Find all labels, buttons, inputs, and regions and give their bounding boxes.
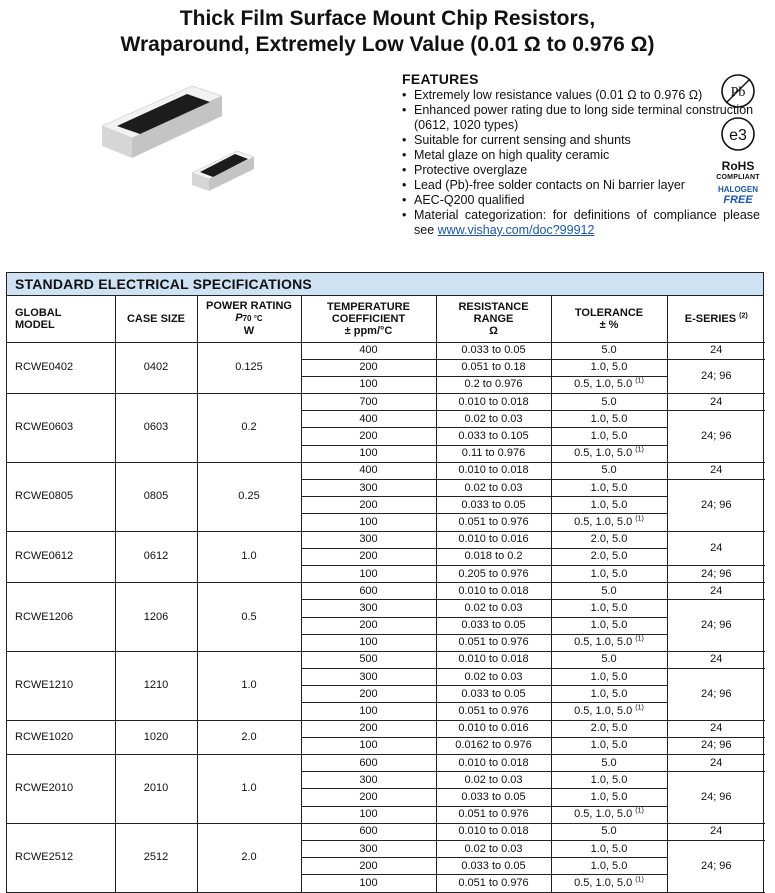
- resistance-range-cell: 0.051 to 0.976: [436, 514, 551, 531]
- e-series-cell: 24: [667, 823, 765, 840]
- resistance-range-cell: 0.02 to 0.03: [436, 600, 551, 617]
- e-series-cell: 24: [667, 755, 765, 772]
- tolerance-cell: [551, 789, 667, 806]
- tolerance-value: 1.0, 5.0: [590, 859, 628, 872]
- table-row: [7, 583, 765, 600]
- spec-table-section: [6, 272, 764, 893]
- footnote-ref: (1): [635, 704, 644, 712]
- halogen-free-label: FREE: [723, 194, 753, 206]
- tcr-cell: 200: [301, 359, 436, 376]
- tcr-cell: 300: [301, 772, 436, 789]
- tolerance-value: 2.0, 5.0: [590, 722, 628, 735]
- pb-icon-text: Pb: [730, 85, 746, 100]
- tolerance-cell: [551, 669, 667, 686]
- e-series-cell: 24: [667, 720, 765, 737]
- table-row: [7, 394, 765, 411]
- resistance-range-cell: 0.010 to 0.018: [436, 583, 551, 600]
- table-row: [7, 342, 765, 359]
- e-series-cell: 24; 96: [667, 737, 765, 754]
- table-row: [7, 651, 765, 668]
- model-cell: RCWE0402: [7, 342, 115, 394]
- page-title: [0, 6, 775, 58]
- resistance-range-cell: 0.033 to 0.05: [436, 342, 551, 359]
- feature-item: [402, 208, 760, 238]
- tcr-cell: 100: [301, 806, 436, 823]
- tcr-cell: 100: [301, 703, 436, 720]
- tcr-cell: 600: [301, 583, 436, 600]
- feature-item: • Lead (Pb)-free solder contacts on Ni barrier layer: [402, 178, 760, 193]
- e-series-cell: 24; 96: [667, 772, 765, 824]
- footnote-ref: (1): [635, 807, 644, 815]
- tcr-cell: 100: [301, 445, 436, 462]
- power-rating-cell: 0.5: [197, 583, 301, 652]
- power-rating-cell: 1.0: [197, 531, 301, 583]
- tcr-cell: 100: [301, 514, 436, 531]
- spec-table-body: [7, 342, 765, 892]
- tolerance-value: 1.0, 5.0: [590, 842, 628, 855]
- model-cell: RCWE0603: [7, 394, 115, 463]
- tcr-cell: 600: [301, 755, 436, 772]
- resistance-range-cell: 0.02 to 0.03: [436, 480, 551, 497]
- tolerance-value: 5.0: [601, 653, 617, 666]
- feature-item: • Suitable for current sensing and shunts: [402, 133, 760, 148]
- tcr-cell: 200: [301, 497, 436, 514]
- tolerance-cell: [551, 480, 667, 497]
- resistance-range-cell: 0.0162 to 0.976: [436, 737, 551, 754]
- resistance-range-cell: 0.010 to 0.016: [436, 531, 551, 548]
- col-header-model: GLOBAL MODEL: [7, 296, 115, 342]
- tcr-cell: 100: [301, 634, 436, 651]
- header-row: [7, 296, 765, 342]
- rohs-label: RoHS: [721, 159, 755, 173]
- feature-item: • Extremely low resistance values (0.01 Ω to 0.976 Ω): [402, 88, 760, 103]
- tolerance-value: 1.0, 5.0: [590, 567, 628, 580]
- tolerance-value: 1.0, 5.0: [590, 619, 628, 632]
- col-header-case: CASE SIZE: [115, 296, 197, 342]
- tolerance-cell: [551, 755, 667, 772]
- e3-icon-text: e3: [729, 127, 747, 144]
- tolerance-cell: [551, 514, 667, 531]
- case-size-cell: 0603: [115, 394, 197, 463]
- model-cell: RCWE0612: [7, 531, 115, 583]
- tolerance-value: 0.5, 1.0, 5.0: [574, 378, 633, 391]
- resistance-range-cell: 0.051 to 0.18: [436, 359, 551, 376]
- tolerance-cell: [551, 823, 667, 840]
- tolerance-cell: [551, 565, 667, 582]
- tolerance-value: 1.0, 5.0: [590, 687, 628, 700]
- resistance-range-cell: 0.010 to 0.018: [436, 462, 551, 479]
- e-series-cell: 24: [667, 651, 765, 668]
- tcr-cell: 200: [301, 720, 436, 737]
- tolerance-cell: [551, 617, 667, 634]
- feature-item: • Protective overglaze: [402, 163, 760, 178]
- model-cell: RCWE1020: [7, 720, 115, 754]
- tolerance-cell: [551, 583, 667, 600]
- e-series-cell: 24; 96: [667, 669, 765, 721]
- case-size-cell: 0805: [115, 462, 197, 531]
- case-size-cell: 2512: [115, 823, 197, 892]
- tolerance-value: 0.5, 1.0, 5.0: [574, 876, 633, 889]
- tcr-cell: 200: [301, 548, 436, 565]
- col-header-tolerance: TOLERANCE ± %: [551, 296, 667, 342]
- e3-icon: [719, 115, 757, 153]
- model-cell: RCWE1206: [7, 583, 115, 652]
- tcr-cell: 100: [301, 875, 436, 892]
- footnote-ref: (1): [635, 876, 644, 884]
- tolerance-cell: [551, 497, 667, 514]
- model-cell: RCWE2512: [7, 823, 115, 892]
- resistance-range-cell: 0.02 to 0.03: [436, 411, 551, 428]
- e-series-cell: 24; 96: [667, 411, 765, 463]
- tcr-cell: 200: [301, 686, 436, 703]
- tolerance-value: 1.0, 5.0: [590, 773, 628, 786]
- resistance-range-cell: 0.02 to 0.03: [436, 772, 551, 789]
- case-size-cell: 0402: [115, 342, 197, 394]
- case-size-cell: 0612: [115, 531, 197, 583]
- col-header-range: RESISTANCE RANGE Ω: [436, 296, 551, 342]
- tolerance-value: 0.5, 1.0, 5.0: [574, 636, 633, 649]
- power-rating-cell: 0.25: [197, 462, 301, 531]
- resistance-range-cell: 0.2 to 0.976: [436, 376, 551, 393]
- tolerance-value: 2.0, 5.0: [590, 533, 628, 546]
- features-list: [402, 88, 760, 238]
- tolerance-cell: [551, 531, 667, 548]
- tcr-cell: 100: [301, 565, 436, 582]
- resistance-range-cell: 0.010 to 0.016: [436, 720, 551, 737]
- power-rating-cell: 1.0: [197, 651, 301, 720]
- tolerance-cell: [551, 737, 667, 754]
- tcr-cell: 400: [301, 342, 436, 359]
- tolerance-cell: [551, 651, 667, 668]
- model-cell: RCWE2010: [7, 755, 115, 824]
- e-series-cell: 24: [667, 462, 765, 479]
- chip-resistor-image: [92, 76, 292, 196]
- case-size-cell: 1206: [115, 583, 197, 652]
- spec-table: [7, 296, 765, 893]
- resistance-range-cell: 0.051 to 0.976: [436, 806, 551, 823]
- table-row: [7, 462, 765, 479]
- tolerance-value: 1.0, 5.0: [590, 790, 628, 803]
- tcr-cell: 100: [301, 737, 436, 754]
- resistance-range-cell: 0.010 to 0.018: [436, 651, 551, 668]
- case-size-cell: 1020: [115, 720, 197, 754]
- e-series-cell: 24: [667, 342, 765, 359]
- col-header-tcr: TEMPERATURE COEFFICIENT ± ppm/°C: [301, 296, 436, 342]
- e-series-cell: 24; 96: [667, 840, 765, 892]
- tcr-cell: 500: [301, 651, 436, 668]
- tolerance-value: 1.0, 5.0: [590, 361, 628, 374]
- halogen-label: HALOGEN: [718, 185, 758, 194]
- compliance-badges: [708, 72, 768, 206]
- tolerance-cell: [551, 445, 667, 462]
- tcr-cell: 200: [301, 789, 436, 806]
- feature-item: • AEC-Q200 qualified: [402, 193, 760, 208]
- tolerance-cell: [551, 806, 667, 823]
- tolerance-cell: [551, 359, 667, 376]
- tolerance-cell: [551, 394, 667, 411]
- tolerance-cell: [551, 342, 667, 359]
- model-cell: RCWE0805: [7, 462, 115, 531]
- power-rating-cell: 1.0: [197, 755, 301, 824]
- features-section: [402, 72, 760, 238]
- resistance-range-cell: 0.205 to 0.976: [436, 565, 551, 582]
- tcr-cell: 600: [301, 823, 436, 840]
- tolerance-value: 1.0, 5.0: [590, 498, 628, 511]
- footnote-ref: (1): [635, 377, 644, 385]
- tcr-cell: 700: [301, 394, 436, 411]
- tcr-cell: 200: [301, 858, 436, 875]
- resistance-range-cell: 0.033 to 0.05: [436, 686, 551, 703]
- resistance-range-cell: 0.010 to 0.018: [436, 394, 551, 411]
- e-series-cell: 24; 96: [667, 480, 765, 532]
- tolerance-cell: [551, 858, 667, 875]
- resistance-range-cell: 0.033 to 0.05: [436, 858, 551, 875]
- title-line-2: Wraparound, Extremely Low Value (0.01 Ω to 0.976 Ω): [120, 33, 655, 56]
- power-rating-cell: 0.125: [197, 342, 301, 394]
- table-row: [7, 720, 765, 737]
- resistance-range-cell: 0.11 to 0.976: [436, 445, 551, 462]
- tcr-cell: 100: [301, 376, 436, 393]
- tolerance-cell: [551, 840, 667, 857]
- tcr-cell: 400: [301, 462, 436, 479]
- tolerance-cell: [551, 376, 667, 393]
- footnote-ref: (1): [635, 635, 644, 643]
- tcr-cell: 200: [301, 617, 436, 634]
- footnote-ref: (1): [635, 515, 644, 523]
- tolerance-value: 1.0, 5.0: [590, 412, 628, 425]
- tolerance-value: 5.0: [601, 825, 617, 838]
- model-cell: RCWE1210: [7, 651, 115, 720]
- tcr-cell: 300: [301, 480, 436, 497]
- resistance-range-cell: 0.010 to 0.018: [436, 755, 551, 772]
- power-rating-cell: 2.0: [197, 720, 301, 754]
- tolerance-cell: [551, 600, 667, 617]
- e-series-cell: 24: [667, 583, 765, 600]
- tcr-cell: 300: [301, 531, 436, 548]
- tolerance-cell: [551, 703, 667, 720]
- table-row: [7, 531, 765, 548]
- tolerance-value: 1.0, 5.0: [590, 739, 628, 752]
- e-series-cell: 24: [667, 531, 765, 565]
- footnote-ref: (1): [635, 446, 644, 454]
- tolerance-cell: [551, 548, 667, 565]
- resistance-range-cell: 0.033 to 0.05: [436, 497, 551, 514]
- tcr-cell: 300: [301, 840, 436, 857]
- tolerance-value: 5.0: [601, 344, 617, 357]
- resistance-range-cell: 0.02 to 0.03: [436, 669, 551, 686]
- tolerance-value: 0.5, 1.0, 5.0: [574, 808, 633, 821]
- title-line-1: Thick Film Surface Mount Chip Resistors,: [179, 7, 596, 30]
- compliance-link[interactable]: www.vishay.com/doc?99912: [437, 223, 595, 237]
- tolerance-cell: [551, 411, 667, 428]
- tolerance-cell: [551, 686, 667, 703]
- resistance-range-cell: 0.010 to 0.018: [436, 823, 551, 840]
- tolerance-value: 0.5, 1.0, 5.0: [574, 447, 633, 460]
- feature-text: Material categorization: for definitions of compliance please see: [414, 208, 760, 237]
- tolerance-cell: [551, 772, 667, 789]
- tolerance-cell: [551, 634, 667, 651]
- resistance-range-cell: 0.051 to 0.976: [436, 875, 551, 892]
- tolerance-value: 0.5, 1.0, 5.0: [574, 515, 633, 528]
- spec-table-title: STANDARD ELECTRICAL SPECIFICATIONS: [7, 273, 763, 296]
- tolerance-value: 2.0, 5.0: [590, 550, 628, 563]
- tcr-cell: 300: [301, 669, 436, 686]
- tolerance-cell: [551, 875, 667, 892]
- features-heading: FEATURES: [402, 71, 479, 87]
- tolerance-value: 5.0: [601, 395, 617, 408]
- col-header-eseries: E-SERIES $^{(2)}$: [667, 296, 765, 342]
- tolerance-value: 1.0, 5.0: [590, 481, 628, 494]
- tolerance-value: 1.0, 5.0: [590, 430, 628, 443]
- tolerance-value: 5.0: [601, 756, 617, 769]
- tolerance-cell: [551, 720, 667, 737]
- tolerance-value: 1.0, 5.0: [590, 670, 628, 683]
- resistance-range-cell: 0.018 to 0.2: [436, 548, 551, 565]
- resistance-range-cell: 0.051 to 0.976: [436, 703, 551, 720]
- feature-item: • Metal glaze on high quality ceramic: [402, 148, 760, 163]
- rohs-compliant-label: COMPLIANT: [716, 174, 760, 181]
- case-size-cell: 2010: [115, 755, 197, 824]
- resistance-range-cell: 0.02 to 0.03: [436, 840, 551, 857]
- tolerance-cell: [551, 428, 667, 445]
- e-series-cell: 24; 96: [667, 359, 765, 393]
- tcr-cell: 400: [301, 411, 436, 428]
- power-rating-cell: 2.0: [197, 823, 301, 892]
- table-row: [7, 755, 765, 772]
- tolerance-value: 0.5, 1.0, 5.0: [574, 705, 633, 718]
- tolerance-value: 1.0, 5.0: [590, 601, 628, 614]
- e-series-cell: 24; 96: [667, 600, 765, 652]
- feature-item: • Enhanced power rating due to long side terminal construction (0612, 1020 types): [402, 103, 760, 133]
- resistance-range-cell: 0.033 to 0.105: [436, 428, 551, 445]
- resistance-range-cell: 0.051 to 0.976: [436, 634, 551, 651]
- tolerance-cell: [551, 462, 667, 479]
- tolerance-value: 5.0: [601, 584, 617, 597]
- resistance-range-cell: 0.033 to 0.05: [436, 789, 551, 806]
- case-size-cell: 1210: [115, 651, 197, 720]
- power-rating-cell: 0.2: [197, 394, 301, 463]
- tcr-cell: 300: [301, 600, 436, 617]
- tcr-cell: 200: [301, 428, 436, 445]
- e-series-cell: 24; 96: [667, 565, 765, 582]
- pb-free-icon: [719, 72, 757, 110]
- table-row: [7, 823, 765, 840]
- resistance-range-cell: 0.033 to 0.05: [436, 617, 551, 634]
- tolerance-value: 5.0: [601, 464, 617, 477]
- e-series-cell: 24: [667, 394, 765, 411]
- col-header-power: POWER RATING P70 °C W: [197, 296, 301, 342]
